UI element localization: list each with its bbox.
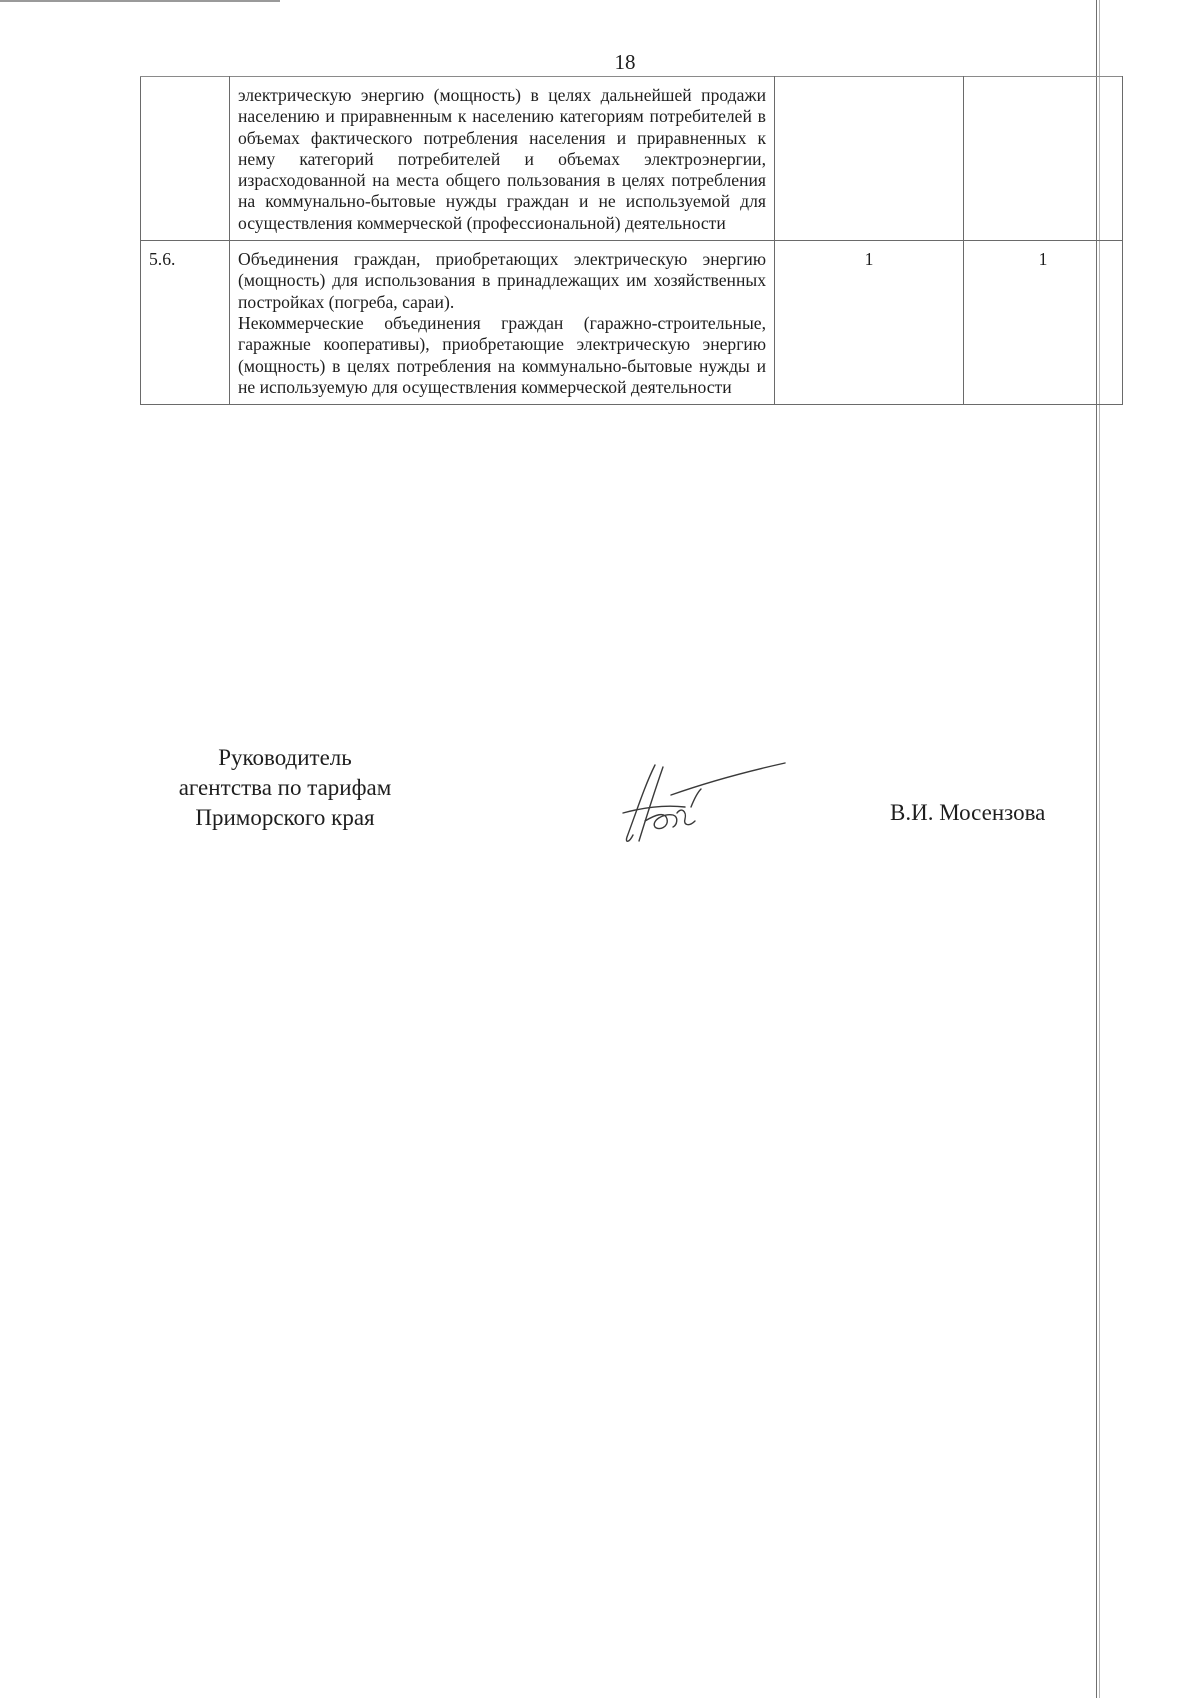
row-value-cell: 1 — [964, 241, 1123, 405]
page-number: 18 — [614, 50, 636, 74]
row-number-cell — [141, 77, 230, 241]
signatory-title-line: Руководитель — [218, 745, 352, 770]
signatory-name: В.И. Мосензова — [890, 800, 1046, 825]
row-description-text: Некоммерческие объединения граждан (гаражно-строительные, гаражные кооперативы), приобретающие электрическую энергию (мощность) в целях потребления на коммунально-бытовые нужды и не используемую для осуществления коммерческой деятельности — [238, 312, 766, 397]
row-description-cell — [230, 241, 775, 405]
row-number-cell: 5.6. — [141, 241, 230, 405]
signatory-title-line: агентства по тарифам — [178, 775, 392, 800]
table-row — [141, 241, 1123, 405]
table-row — [141, 77, 1123, 241]
tariff-table — [140, 76, 1123, 405]
row-value-cell: 1 — [775, 241, 964, 405]
row-description-text: Объединения граждан, приобретающих электрическую энергию (мощность) для использования в принадлежащих им хозяйственных постройках (погреба, сараи). — [238, 249, 766, 312]
scan-edge-top — [0, 0, 280, 2]
signatory-title — [140, 743, 430, 833]
row-description-text: электрическую энергию (мощность) в целях дальнейшей продажи населению и приравненным к населению категориям потребителей в объемах фактического потребления населения и приравненных к нему категорий потребителей и объемах электроэнергии, израсходованной на места общего пользования в целях потребления на коммунально-бытовые нужды граждан и не используемой для осуществления коммерческой (профессиональной) деятельности — [238, 85, 766, 233]
row-value-cell — [964, 77, 1123, 241]
row-value-cell — [775, 77, 964, 241]
row-description-cell — [230, 77, 775, 241]
signatory-title-line: Приморского края — [195, 805, 375, 830]
handwritten-signature — [615, 755, 790, 850]
